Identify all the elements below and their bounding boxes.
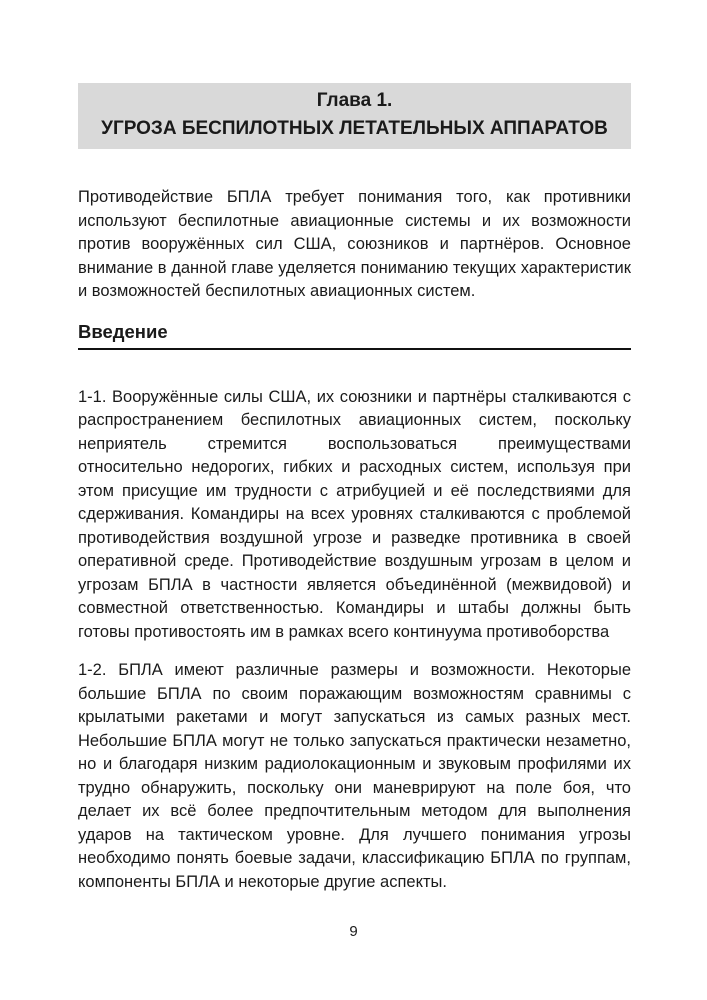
paragraph-1-1: 1-1. Вооружённые силы США, их союзники и партнёры сталкиваются с распространением беспилотных авиационных систем, поскольку неприятель стремится воспользоваться преимуществами относительно недорогих, гибких и расходных систем, используя при этом присущие им трудности с атрибуцией и её последствиями для сдерживания. Командиры на всех уровнях сталкиваются с проблемой противодействия воздушной угрозе и разведке противника в своей оперативной среде. Противодействие воздушным угрозам в целом и угрозам БПЛА в частности является объединённой (межвидовой) и совместной ответственностью. Командиры и штабы должны быть готовы противостоять им в рамках всего континуума противоборства bbox=[78, 387, 631, 641]
paragraph-1-2: 1-2. БПЛА имеют различные размеры и возможности. Некоторые большие БПЛА по своим поражающим возможностям сравнимы с крылатыми ракетами и могут запускаться из самых разных мест. Небольшие БПЛА могут не только запускаться практически незаметно, но и благодаря низким радиолокационным и звуковым профилями их трудно обнаружить, поскольку они маневрируют на поле боя, что делает их всё более предпочтительным методом для выполнения ударов на тактическом уровне. Для лучшего понимания угрозы необходимо понять боевые задачи, классификацию БПЛА по группам, компоненты БПЛА и некоторые другие аспекты. bbox=[78, 661, 631, 891]
chapter-number-line: Глава 1. bbox=[316, 90, 393, 111]
page-number: 9 bbox=[349, 923, 358, 940]
chapter-title-line: УГРОЗА БЕСПИЛОТНЫХ ЛЕТАТЕЛЬНЫХ АППАРАТОВ bbox=[101, 118, 608, 139]
chapter-heading-box bbox=[78, 83, 631, 149]
page-content bbox=[78, 83, 631, 894]
chapter-intro-paragraph: Противодействие БПЛА требует понимания того, как противники используют беспилотные авиационные системы и их возможности против вооружённых сил США, союзников и партнёров. Основное внимание в данной главе уделяется пониманию текущих характеристик и возможностей беспилотных авиационных систем. bbox=[78, 188, 631, 300]
section-heading-introduction: Введение bbox=[78, 321, 631, 350]
